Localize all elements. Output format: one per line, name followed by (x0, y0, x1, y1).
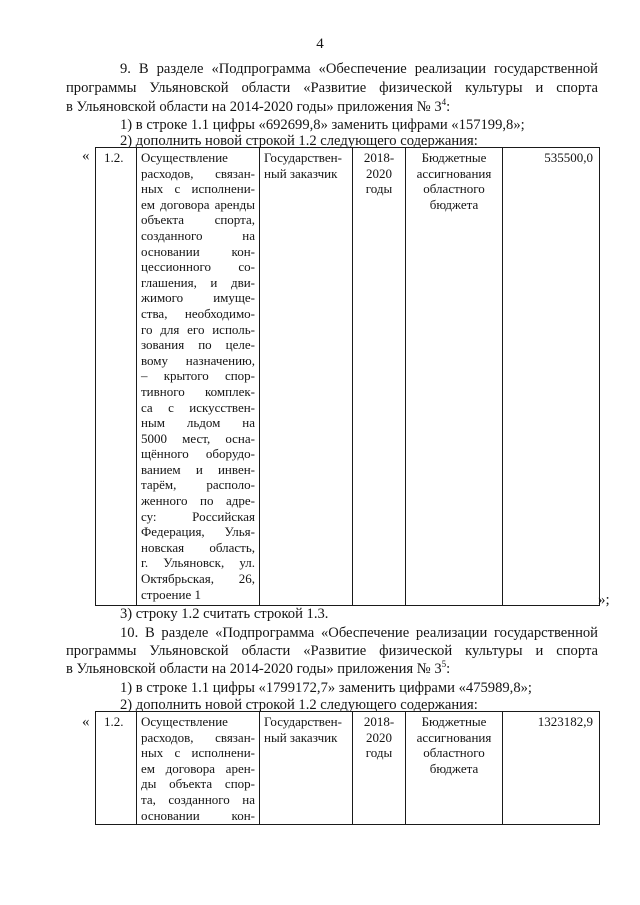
desc-line: строение 1 (141, 586, 201, 602)
desc-line: го для его исполь- (141, 321, 255, 337)
row-number: 1.2. (96, 712, 137, 825)
desc-line: су: Российская (141, 508, 255, 524)
section9-item1: 1) в строке 1.1 цифры «692699,8» заменить цифрами «157199,8»; (120, 117, 525, 133)
source-line: областного (423, 181, 485, 197)
desc-line: вому назначению, (141, 352, 255, 368)
customer-line: Государствен- (264, 150, 342, 165)
row-period (353, 148, 406, 606)
section9-item2: 2) дополнить новой строкой 1.2 следующего содержания: (120, 133, 478, 149)
section10-line3-text: в Ульяновской области на 2014-2020 годы» приложения № 3 (66, 661, 442, 677)
section10-open-quote: « (82, 714, 90, 730)
row-description (137, 148, 260, 606)
desc-line: расходов, связан- (141, 165, 255, 181)
customer-line: Государствен- (264, 714, 342, 729)
desc-line: основании кон- (141, 243, 255, 259)
row-amount: 1323182,9 (503, 712, 600, 825)
section9-line3-end: : (446, 99, 451, 115)
row-number: 1.2. (96, 148, 137, 606)
desc-line: созданного на (141, 227, 255, 243)
section10-item2: 2) дополнить новой строкой 1.2 следующего содержания: (120, 697, 478, 713)
source-line: ассигнования (416, 165, 492, 181)
desc-line: Октябрьская, 26, (141, 571, 255, 587)
section9-table (95, 147, 600, 606)
desc-line: та, созданного на (141, 791, 255, 807)
period-line: годы (365, 181, 393, 197)
section10-line2: программы Ульяновской области «Развитие физической культуры и спорта (66, 643, 598, 659)
desc-line: 5000 мест, осна- (141, 430, 255, 446)
row-period (353, 712, 406, 825)
desc-line: ства, необходимо- (141, 305, 255, 321)
period-line: 2018- (363, 150, 395, 165)
source-line: Бюджетные (421, 150, 487, 165)
section10-line3 (66, 661, 450, 678)
desc-line: са с искусствен- (141, 399, 255, 415)
desc-line: ванием и инвен- (141, 461, 255, 477)
section9-footnote-ref: 4 (441, 97, 447, 107)
desc-line: глашения, и дви- (141, 274, 255, 290)
page-number: 4 (316, 36, 324, 52)
section10-line3-end: : (446, 661, 451, 677)
desc-line: – крытого спор- (141, 368, 255, 384)
section10-item1: 1) в строке 1.1 цифры «1799172,7» заменить цифрами «475989,8»; (120, 680, 532, 696)
section9-close-quote: »; (598, 592, 610, 608)
desc-line: Федерация, Улья- (141, 524, 255, 540)
section9-item3: 3) строку 1.2 считать строкой 1.3. (120, 606, 329, 622)
desc-line: тарём, располо- (141, 477, 255, 493)
desc-line: ным льдом на (141, 415, 255, 431)
period-line: 2020 (366, 729, 392, 745)
desc-line: новская область, (141, 539, 255, 555)
row-description (137, 712, 260, 825)
section9-line3-text: в Ульяновской области на 2014-2020 годы» приложения № 3 (66, 99, 442, 115)
row-customer (260, 148, 353, 606)
desc-line: щённого оборудо- (141, 446, 255, 462)
source-line: ассигнования (416, 729, 492, 745)
row-amount: 535500,0 (503, 148, 600, 606)
period-line: 2018- (363, 714, 395, 729)
source-line: бюджета (429, 760, 479, 776)
row-funding-source (406, 148, 503, 606)
desc-line: расходов, связан- (141, 729, 255, 745)
desc-line: основании кон- (141, 807, 255, 823)
desc-line: жимого имуще- (141, 290, 255, 306)
desc-line: ных с исполнени- (141, 745, 255, 761)
desc-line: тивного комплек- (141, 383, 255, 399)
row-funding-source (406, 712, 503, 825)
section9-line1: 9. В разделе «Подпрограмма «Обеспечение реализации государственной (120, 61, 598, 77)
desc-line: ем договора аренды (141, 196, 255, 212)
desc-line: женного по адре- (141, 493, 255, 509)
period-line: годы (365, 745, 393, 761)
desc-line: Осуществление (141, 150, 228, 165)
customer-line: ный заказчик (264, 729, 338, 745)
source-line: бюджета (429, 196, 479, 212)
desc-line: зования по целе- (141, 337, 255, 353)
section10-footnote-ref: 5 (441, 659, 447, 669)
table-row (96, 712, 600, 825)
table-row (96, 148, 600, 606)
section9-line3 (66, 99, 450, 116)
section9-line2: программы Ульяновской области «Развитие физической культуры и спорта (66, 80, 598, 96)
desc-line: цессионного со- (141, 259, 255, 275)
customer-line: ный заказчик (264, 165, 338, 181)
section10-line1: 10. В разделе «Подпрограмма «Обеспечение реализации государственной (120, 625, 598, 641)
desc-line: объекта спорта, (141, 212, 255, 228)
section10-table (95, 711, 600, 825)
source-line: областного (423, 745, 485, 761)
section9-open-quote: « (82, 148, 90, 164)
row-customer (260, 712, 353, 825)
desc-line: г. Ульяновск, ул. (141, 555, 255, 571)
desc-line: ем договора арен- (141, 760, 255, 776)
desc-line: ных с исполнени- (141, 181, 255, 197)
period-line: 2020 (366, 165, 392, 181)
desc-line: Осуществление (141, 714, 228, 729)
source-line: Бюджетные (421, 714, 487, 729)
desc-line: ды объекта спор- (141, 776, 255, 792)
